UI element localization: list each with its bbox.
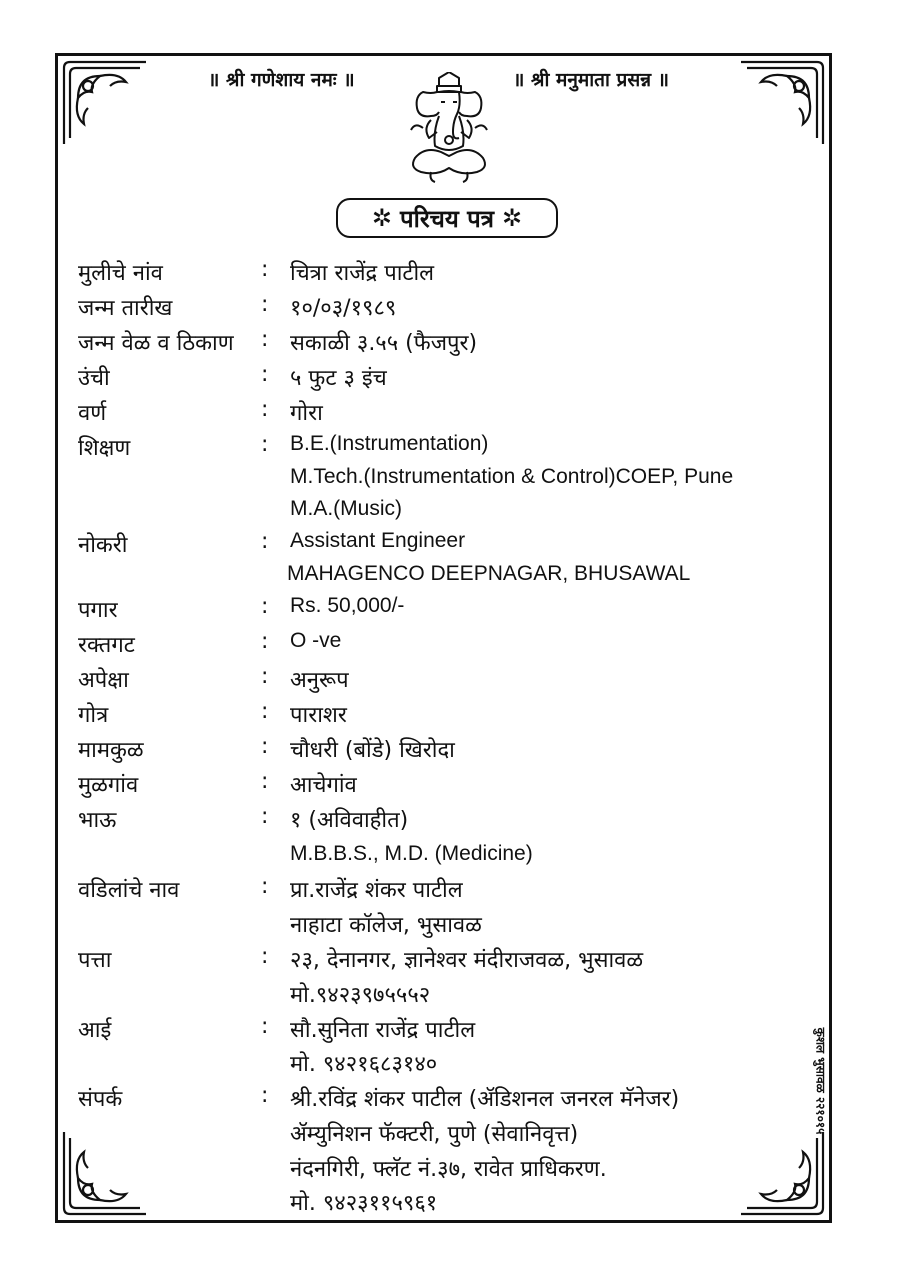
field-colon: : [261,699,269,724]
field-name [58,257,818,291]
corner-ornament-icon [60,58,150,148]
field-value: चौधरी (बोंडे) खिरोदा [290,738,455,763]
field-value: २३, देनानगर, ज्ञानेश्वर मंदीराजवळ, भुसावळ [290,948,644,973]
field-value: गोरा [290,401,323,426]
field-contact-cont [58,1187,818,1221]
field-label: वडिलांचे नाव [78,878,180,903]
field-address-cont [58,979,818,1013]
field-value: पाराशर [290,703,347,728]
field-education-cont [58,497,818,531]
field-value: मो. ९४२३११५९६१ [290,1191,438,1216]
ganesha-icon [401,72,497,184]
page-title: परिचय पत्र [399,204,495,233]
field-value: मो. ९४२१६८३१४० [290,1052,438,1077]
field-education [58,432,818,466]
field-label: पगार [78,598,118,623]
field-height [58,362,818,396]
field-job [58,529,818,563]
field-colon: : [261,397,269,422]
field-colon: : [261,432,269,457]
field-colon: : [261,944,269,969]
invocation-left: ॥ श्री गणेशाय नमः ॥ [208,69,355,91]
field-expectation [58,664,818,698]
field-contact-cont [58,1153,818,1187]
field-value: नाहाटा कॉलेज, भुसावळ [290,913,482,938]
field-value: आचेगांव [290,773,357,798]
field-label: जन्म वेळ व ठिकाण [78,331,234,356]
field-job-cont [58,562,818,596]
field-colon: : [261,804,269,829]
printer-stamp-text: कुशल भुसावळ २२१०१५ [813,1027,828,1135]
field-label: उंची [78,366,110,391]
field-value: B.E.(Instrumentation) [290,432,489,455]
field-value: M.B.B.S., M.D. (Medicine) [290,842,533,865]
field-colon: : [261,874,269,899]
field-education-cont [58,465,818,499]
biodata-card [55,53,832,1223]
field-colon: : [261,629,269,654]
field-salary [58,594,818,628]
field-value: सकाळी ३.५५ (फैजपुर) [290,331,478,356]
field-colon: : [261,734,269,759]
field-label: पत्ता [78,948,112,973]
field-mamkul [58,734,818,768]
field-brother-cont [58,842,818,876]
field-label: गोत्र [78,703,109,728]
field-label: मुलीचे नांव [78,261,163,286]
field-label: रक्तगट [78,633,135,658]
invocation-right: ॥ श्री मनुमाता प्रसन्न ॥ [513,69,670,91]
title-box [336,198,558,238]
field-value: श्री.रविंद्र शंकर पाटील (ॲडिशनल जनरल मॅनेजर) [290,1087,680,1112]
field-label: आई [78,1018,112,1043]
field-value: M.A.(Music) [290,497,402,520]
field-value: M.Tech.(Instrumentation & Control)COEP, Pune [290,465,734,488]
field-value: अनुरूप [290,668,349,693]
field-blood-group [58,629,818,663]
field-label: नोकरी [78,533,128,558]
field-colon: : [261,327,269,352]
field-contact [58,1083,818,1117]
field-value: १०/०३/१९८९ [290,296,397,321]
corner-ornament-icon [737,58,827,148]
field-colon: : [261,1083,269,1108]
field-value: MAHAGENCO DEEPNAGAR, BHUSAWAL [287,562,691,585]
field-dob [58,292,818,326]
field-label: भाऊ [78,808,117,833]
field-value: सौ.सुनिता राजेंद्र पाटील [290,1018,476,1043]
field-father [58,874,818,908]
field-address [58,944,818,978]
field-label: मुळगांव [78,773,139,798]
field-value: प्रा.राजेंद्र शंकर पाटील [290,878,463,903]
field-label: जन्म तारीख [78,296,173,321]
star-icon: ✲ [371,204,392,232]
field-colon: : [261,664,269,689]
field-mother-cont [58,1048,818,1082]
field-value: १ (अविवाहीत) [290,808,409,833]
field-complexion [58,397,818,431]
field-value: मो.९४२३९७५५५२ [290,983,431,1008]
field-birth-time-place [58,327,818,361]
field-label: वर्ण [78,401,107,426]
field-value: नंदनगिरी, फ्लॅट नं.३७, रावेत प्राधिकरण. [290,1157,607,1182]
field-colon: : [261,1014,269,1039]
field-value: Rs. 50,000/- [290,594,405,617]
field-gotra [58,699,818,733]
field-colon: : [261,362,269,387]
field-native-place [58,769,818,803]
star-icon: ✲ [502,204,523,232]
field-value: Assistant Engineer [290,529,466,552]
field-value: चित्रा राजेंद्र पाटील [290,261,435,286]
field-colon: : [261,257,269,282]
field-value: O -ve [290,629,342,652]
field-father-cont [58,909,818,943]
field-colon: : [261,594,269,619]
field-contact-cont [58,1118,818,1152]
field-label: संपर्क [78,1087,123,1112]
field-colon: : [261,529,269,554]
field-label: शिक्षण [78,436,131,461]
field-value: ॲम्युनिशन फॅक्टरी, पुणे (सेवानिवृत्त) [290,1122,579,1147]
field-colon: : [261,292,269,317]
field-brother [58,804,818,838]
field-value: ५ फुट ३ इंच [290,366,387,391]
printer-stamp [812,986,830,1176]
field-label: अपेक्षा [78,668,129,693]
field-mother [58,1014,818,1048]
field-colon: : [261,769,269,794]
field-label: मामकुळ [78,738,144,763]
